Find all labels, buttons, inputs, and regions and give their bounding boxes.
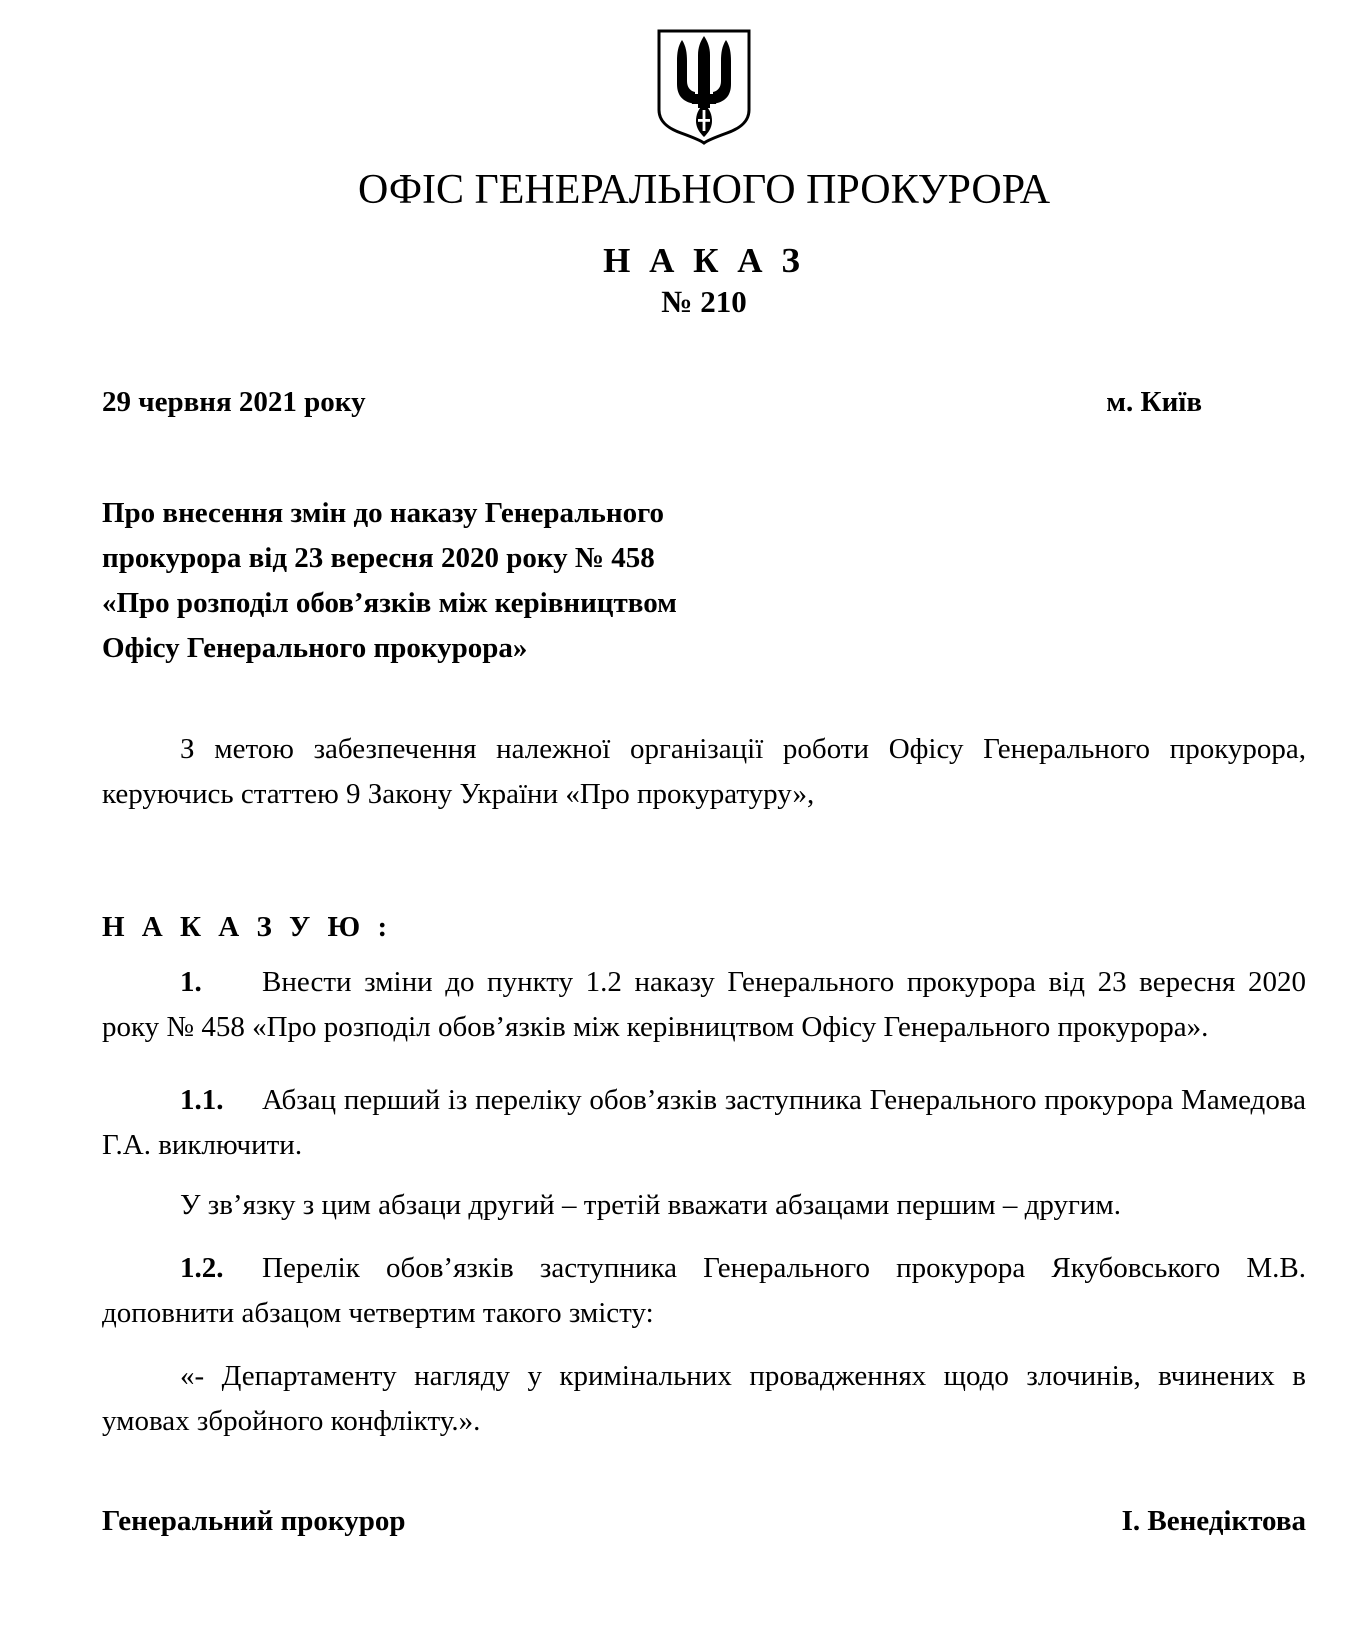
signature-name: І. Венедіктова	[1121, 1505, 1306, 1537]
subject-line: «Про розподіл обов’язків між керівництвом	[102, 587, 677, 619]
item-number: 1.1.	[180, 1084, 224, 1116]
item-number: 1.2.	[180, 1252, 224, 1284]
doc-type-title: Н А К А З	[603, 241, 805, 280]
subject-block	[102, 491, 1306, 671]
order-word: Н А К А З У Ю :	[102, 911, 393, 943]
order-item-1-1	[102, 1078, 1306, 1168]
emblem-container	[102, 28, 1306, 146]
order-item-1-2	[102, 1246, 1306, 1336]
doc-city: м. Київ	[1106, 386, 1202, 418]
subject-line: прокурора від 23 вересня 2020 року № 458	[102, 542, 655, 574]
item-text: Абзац перший із переліку обов’язків заступника Генерального прокурора Мамедова Г.А. виключити.	[102, 1084, 1306, 1161]
item-text: У зв’язку з цим абзаци другий – третій вважати абзацами першим – другим.	[180, 1189, 1122, 1221]
subject-line: Офісу Генерального прокурора»	[102, 632, 528, 664]
signature-position: Генеральний прокурор	[102, 1505, 406, 1537]
order-item-unnumbered	[102, 1183, 1306, 1228]
item-number: 1.	[180, 966, 202, 998]
item-text: Внести зміни до пункту 1.2 наказу Генерального прокурора від 23 вересня 2020 року № 458 «Про розподіл обов’язків між керівництвом Офісу Генерального прокурора».	[102, 966, 1306, 1043]
order-item-quote	[102, 1354, 1306, 1444]
order-item-1	[102, 960, 1306, 1050]
subject-line: Про внесення змін до наказу Генерального	[102, 497, 665, 529]
item-text: «- Департаменту нагляду у кримінальних провадженнях щодо злочинів, вчинених в умовах збройного конфлікту.».	[102, 1360, 1306, 1437]
doc-number: № 210	[661, 284, 747, 319]
date-row	[102, 380, 1306, 425]
item-text: Перелік обов’язків заступника Генерального прокурора Якубовського М.В. доповнити абзацом четвертим такого змісту:	[102, 1252, 1306, 1329]
signature-row	[102, 1499, 1306, 1544]
ukraine-trident-emblem-icon	[654, 121, 754, 153]
preamble-paragraph: З метою забезпечення належної організації роботи Офісу Генерального прокурора, керуючись статтею 9 Закону України «Про прокуратуру»,	[102, 733, 1306, 810]
doc-date: 29 червня 2021 року	[102, 386, 366, 418]
org-name: ОФІС ГЕНЕРАЛЬНОГО ПРОКУРОРА	[357, 167, 1051, 213]
